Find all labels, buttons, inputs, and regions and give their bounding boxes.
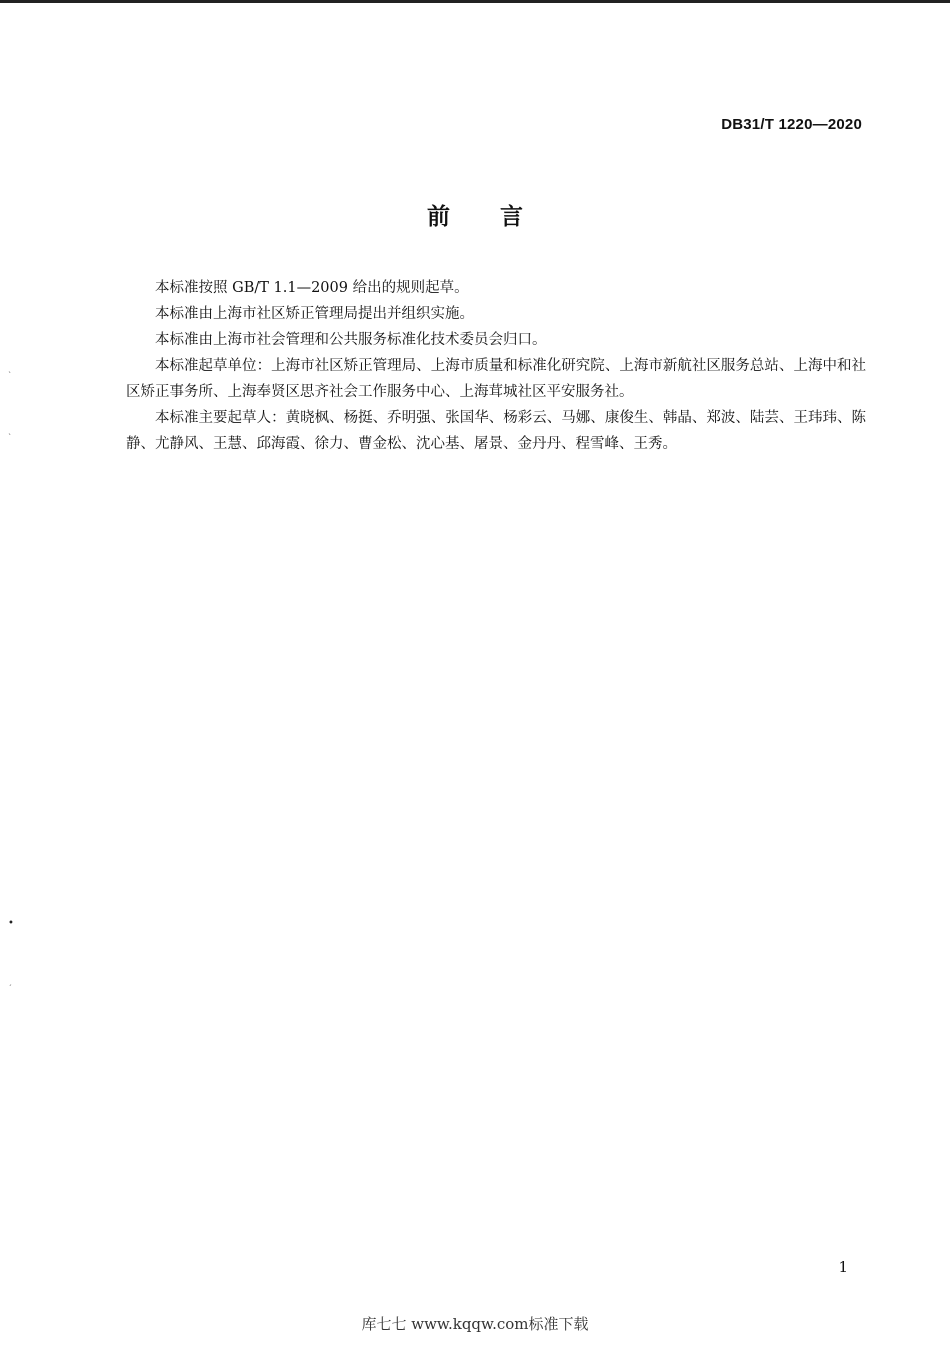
scan-mark: ˋ: [8, 371, 12, 380]
scan-mark: ˋ: [8, 433, 12, 442]
paragraph-drafting-rules: 本标准按照 GB/T 1.1—2009 给出的规则起草。: [155, 280, 469, 296]
footer-watermark: 库七七 www.kqqw.com标准下载: [361, 1315, 589, 1333]
page-number: 1: [838, 1258, 848, 1276]
top-border: [0, 0, 950, 3]
paragraph-centralized-by: 本标准由上海市社会管理和公共服务标准化技术委员会归口。: [155, 332, 547, 348]
paragraph-drafting-units: 本标准起草单位：上海市社区矫正管理局、上海市质量和标准化研究院、上海市新航社区服务总站、上海中和社区矫正事务所、上海奉贤区思齐社会工作服务中心、上海茸城社区平安服务社。: [126, 358, 866, 400]
scan-mark: •: [8, 918, 14, 929]
page-title: 前言: [427, 204, 573, 230]
paragraph-proposer: 本标准由上海市社区矫正管理局提出并组织实施。: [155, 306, 474, 322]
paragraph-drafters: 本标准主要起草人：黄晓枫、杨挺、乔明强、张国华、杨彩云、马娜、康俊生、韩晶、郑波、陆芸、王玮玮、陈静、尤静风、王慧、邱海霞、徐力、曹金松、沈心基、屠景、金丹丹、程雪峰、王秀。: [126, 410, 866, 452]
document-number: DB31/T 1220—2020: [721, 116, 862, 133]
foreword-body: [126, 275, 866, 457]
scan-mark: ˊ: [8, 984, 12, 993]
